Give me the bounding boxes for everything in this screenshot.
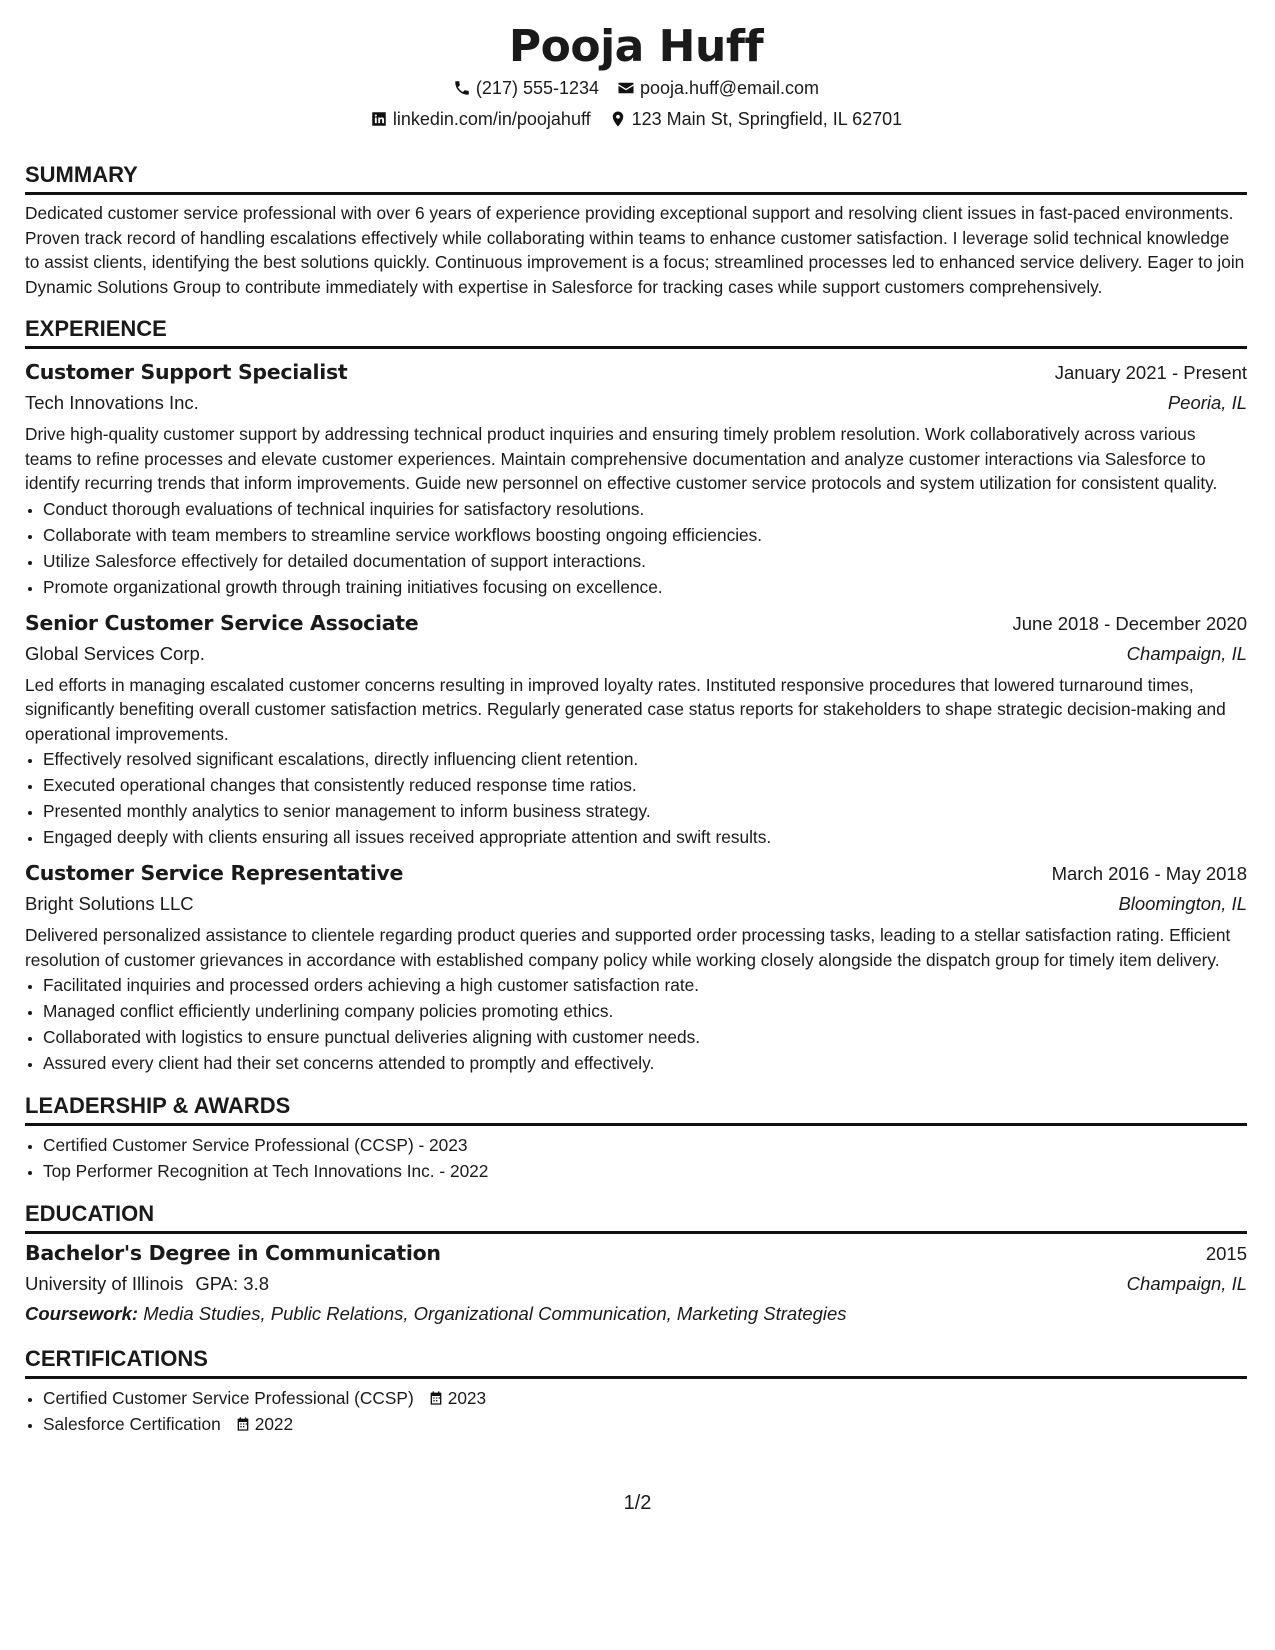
contact-line-2 xyxy=(25,107,1247,131)
summary-heading: SUMMARY xyxy=(25,161,1247,195)
graduation-year: 2015 xyxy=(1205,1243,1247,1264)
address-text: 123 Main St, Springfield, IL 62701 xyxy=(631,109,903,129)
leadership-section xyxy=(25,1092,1247,1184)
job-title: Senior Customer Service Associate xyxy=(25,610,419,635)
page-number: 1/2 xyxy=(623,1492,652,1514)
coursework-label: Coursework: xyxy=(25,1303,139,1324)
list-item: • Facilitated inquiries and processed orders achieving a high customer satisfaction rate. xyxy=(43,972,1247,998)
coursework-text: Media Studies, Public Relations, Organizational Communication, Marketing Strategies xyxy=(143,1303,847,1324)
job-location: Bloomington, IL xyxy=(1118,893,1247,914)
certifications-list xyxy=(25,1385,1247,1437)
certifications-section xyxy=(25,1345,1247,1437)
list-item: • Collaborated with logistics to ensure punctual deliveries aligning with customer needs. xyxy=(43,1024,1247,1050)
school-location: Champaign, IL xyxy=(1126,1273,1247,1294)
cert-year: 2023 xyxy=(447,1388,487,1408)
list-item: • Effectively resolved significant escalations, directly influencing client retention. xyxy=(43,746,1247,772)
job-bullets xyxy=(25,496,1247,600)
job-title: Customer Service Representative xyxy=(25,861,404,885)
experience-section xyxy=(25,315,1247,1076)
list-item: • Executed operational changes that consistently reduced response time ratios. xyxy=(43,772,1247,798)
job-company: Global Services Corp. xyxy=(25,642,205,664)
cert-name: • Certified Customer Service Professional (CCSP) xyxy=(43,1388,414,1408)
education-section xyxy=(25,1200,1247,1329)
calendar-icon xyxy=(428,1390,444,1406)
summary-text: Dedicated customer service professional with over 6 years of experience providing exceptional support and resolving client issues in fast-paced environments. Proven track record of handling escalations effectively while collaborating within teams to enhance customer satisfaction. I leverage solid technical knowledge to assist clients, identifying the best solutions quickly. Continuous improvement is a focus; streamlined processes led to enhanced service delivery. Eager to join Dynamic Solutions Group to contribute immediately with expertise in Salesforce for tracking cases while support customers comprehensively. xyxy=(25,203,1245,297)
cert-year: 2022 xyxy=(254,1414,294,1434)
list-item: • Utilize Salesforce effectively for detailed documentation of support interactions. xyxy=(43,548,1247,574)
cert-name: • Salesforce Certification xyxy=(43,1414,221,1434)
phone-icon xyxy=(453,79,471,97)
education-heading: EDUCATION xyxy=(25,1200,1247,1234)
job-dates: March 2016 - May 2018 xyxy=(1051,863,1247,884)
job-description: Led efforts in managing escalated customer concerns resulting in improved loyalty rates. Instituted responsive procedures that lowered turnaround times, significantly benefiting overall customer satisfaction metrics. Regularly generated case status reports for stakeholders to shape strategic decision-making and operational improvements. xyxy=(25,674,1226,744)
list-item: • Top Performer Recognition at Tech Innovations Inc. - 2022 xyxy=(43,1158,1247,1184)
linkedin-text[interactable]: linkedin.com/in/poojahuff xyxy=(392,109,591,129)
job-description: Drive high-quality customer support by addressing technical product inquiries and ensuring timely problem resolution. Work collaboratively across various teams to refine processes and elevate customer experiences. Maintain comprehensive documentation and analyze customer interactions via Salesforce to identify recurring trends that inform improvements. Guide new personnel on effective customer service protocols and system utilization for consistent quality. xyxy=(25,424,1218,493)
job-dates: January 2021 - Present xyxy=(1054,362,1247,383)
list-item xyxy=(43,1411,1247,1437)
list-item: • Certified Customer Service Professional (CCSP) - 2023 xyxy=(43,1132,1247,1158)
school-name: University of Illinois xyxy=(25,1273,184,1294)
summary-section xyxy=(25,161,1247,299)
list-item: • Promote organizational growth through training initiatives focusing on excellence. xyxy=(43,574,1247,600)
list-item: • Conduct thorough evaluations of technical inquiries for satisfactory resolutions. xyxy=(43,496,1247,522)
leadership-list xyxy=(25,1132,1247,1184)
job-location: Peoria, IL xyxy=(1167,392,1247,413)
coursework xyxy=(25,1299,1247,1329)
certifications-heading: CERTIFICATIONS xyxy=(25,1345,1247,1379)
job-company: Bright Solutions LLC xyxy=(25,893,194,914)
job-location: Champaign, IL xyxy=(1126,642,1247,664)
list-item: • Collaborate with team members to streamline service workflows boosting ongoing efficiencies. xyxy=(43,522,1247,548)
linkedin-contact[interactable] xyxy=(370,107,591,131)
job-bullets xyxy=(25,972,1247,1076)
list-item: • Managed conflict efficiently underlining company policies promoting ethics. xyxy=(43,998,1247,1024)
degree-title: Bachelor's Degree in Communication xyxy=(25,1241,441,1265)
linkedin-icon xyxy=(370,110,388,128)
job-entry xyxy=(25,608,1247,851)
phone-contact xyxy=(453,76,599,100)
experience-heading: EXPERIENCE xyxy=(25,315,1247,349)
gpa: GPA: 3.8 xyxy=(195,1273,270,1294)
leadership-heading: LEADERSHIP & AWARDS xyxy=(25,1092,1247,1126)
job-description: Delivered personalized assistance to clientele regarding product queries and supported order processing tasks, leading to a stellar satisfaction rating. Efficient resolution of customer grievances in accordance with established company policy while working closely alongside the dispatch group for timely item delivery. xyxy=(25,925,1231,970)
email-contact[interactable] xyxy=(617,76,819,100)
candidate-name: Pooja Huff xyxy=(508,21,764,72)
job-company: Tech Innovations Inc. xyxy=(25,392,199,413)
list-item: • Presented monthly analytics to senior management to inform business strategy. xyxy=(43,798,1247,824)
job-title: Customer Support Specialist xyxy=(25,360,348,384)
job-entry xyxy=(25,357,1247,600)
job-dates: June 2018 - December 2020 xyxy=(1012,612,1247,634)
envelope-icon xyxy=(617,79,635,97)
list-item xyxy=(43,1385,1247,1411)
list-item: • Assured every client had their set concerns attended to promptly and effectively. xyxy=(43,1050,1247,1076)
list-item: • Engaged deeply with clients ensuring all issues received appropriate attention and swift results. xyxy=(43,824,1247,850)
address-contact xyxy=(609,107,903,131)
job-bullets xyxy=(25,746,1247,850)
calendar-icon xyxy=(235,1416,251,1432)
job-entry xyxy=(25,858,1247,1076)
resume-page xyxy=(25,22,1247,1437)
contact-line-1 xyxy=(25,76,1247,100)
email-text[interactable]: pooja.huff@email.com xyxy=(640,78,820,98)
map-pin-icon xyxy=(609,110,627,128)
school-info xyxy=(25,1269,269,1299)
phone-text: (217) 555-1234 xyxy=(475,78,600,98)
